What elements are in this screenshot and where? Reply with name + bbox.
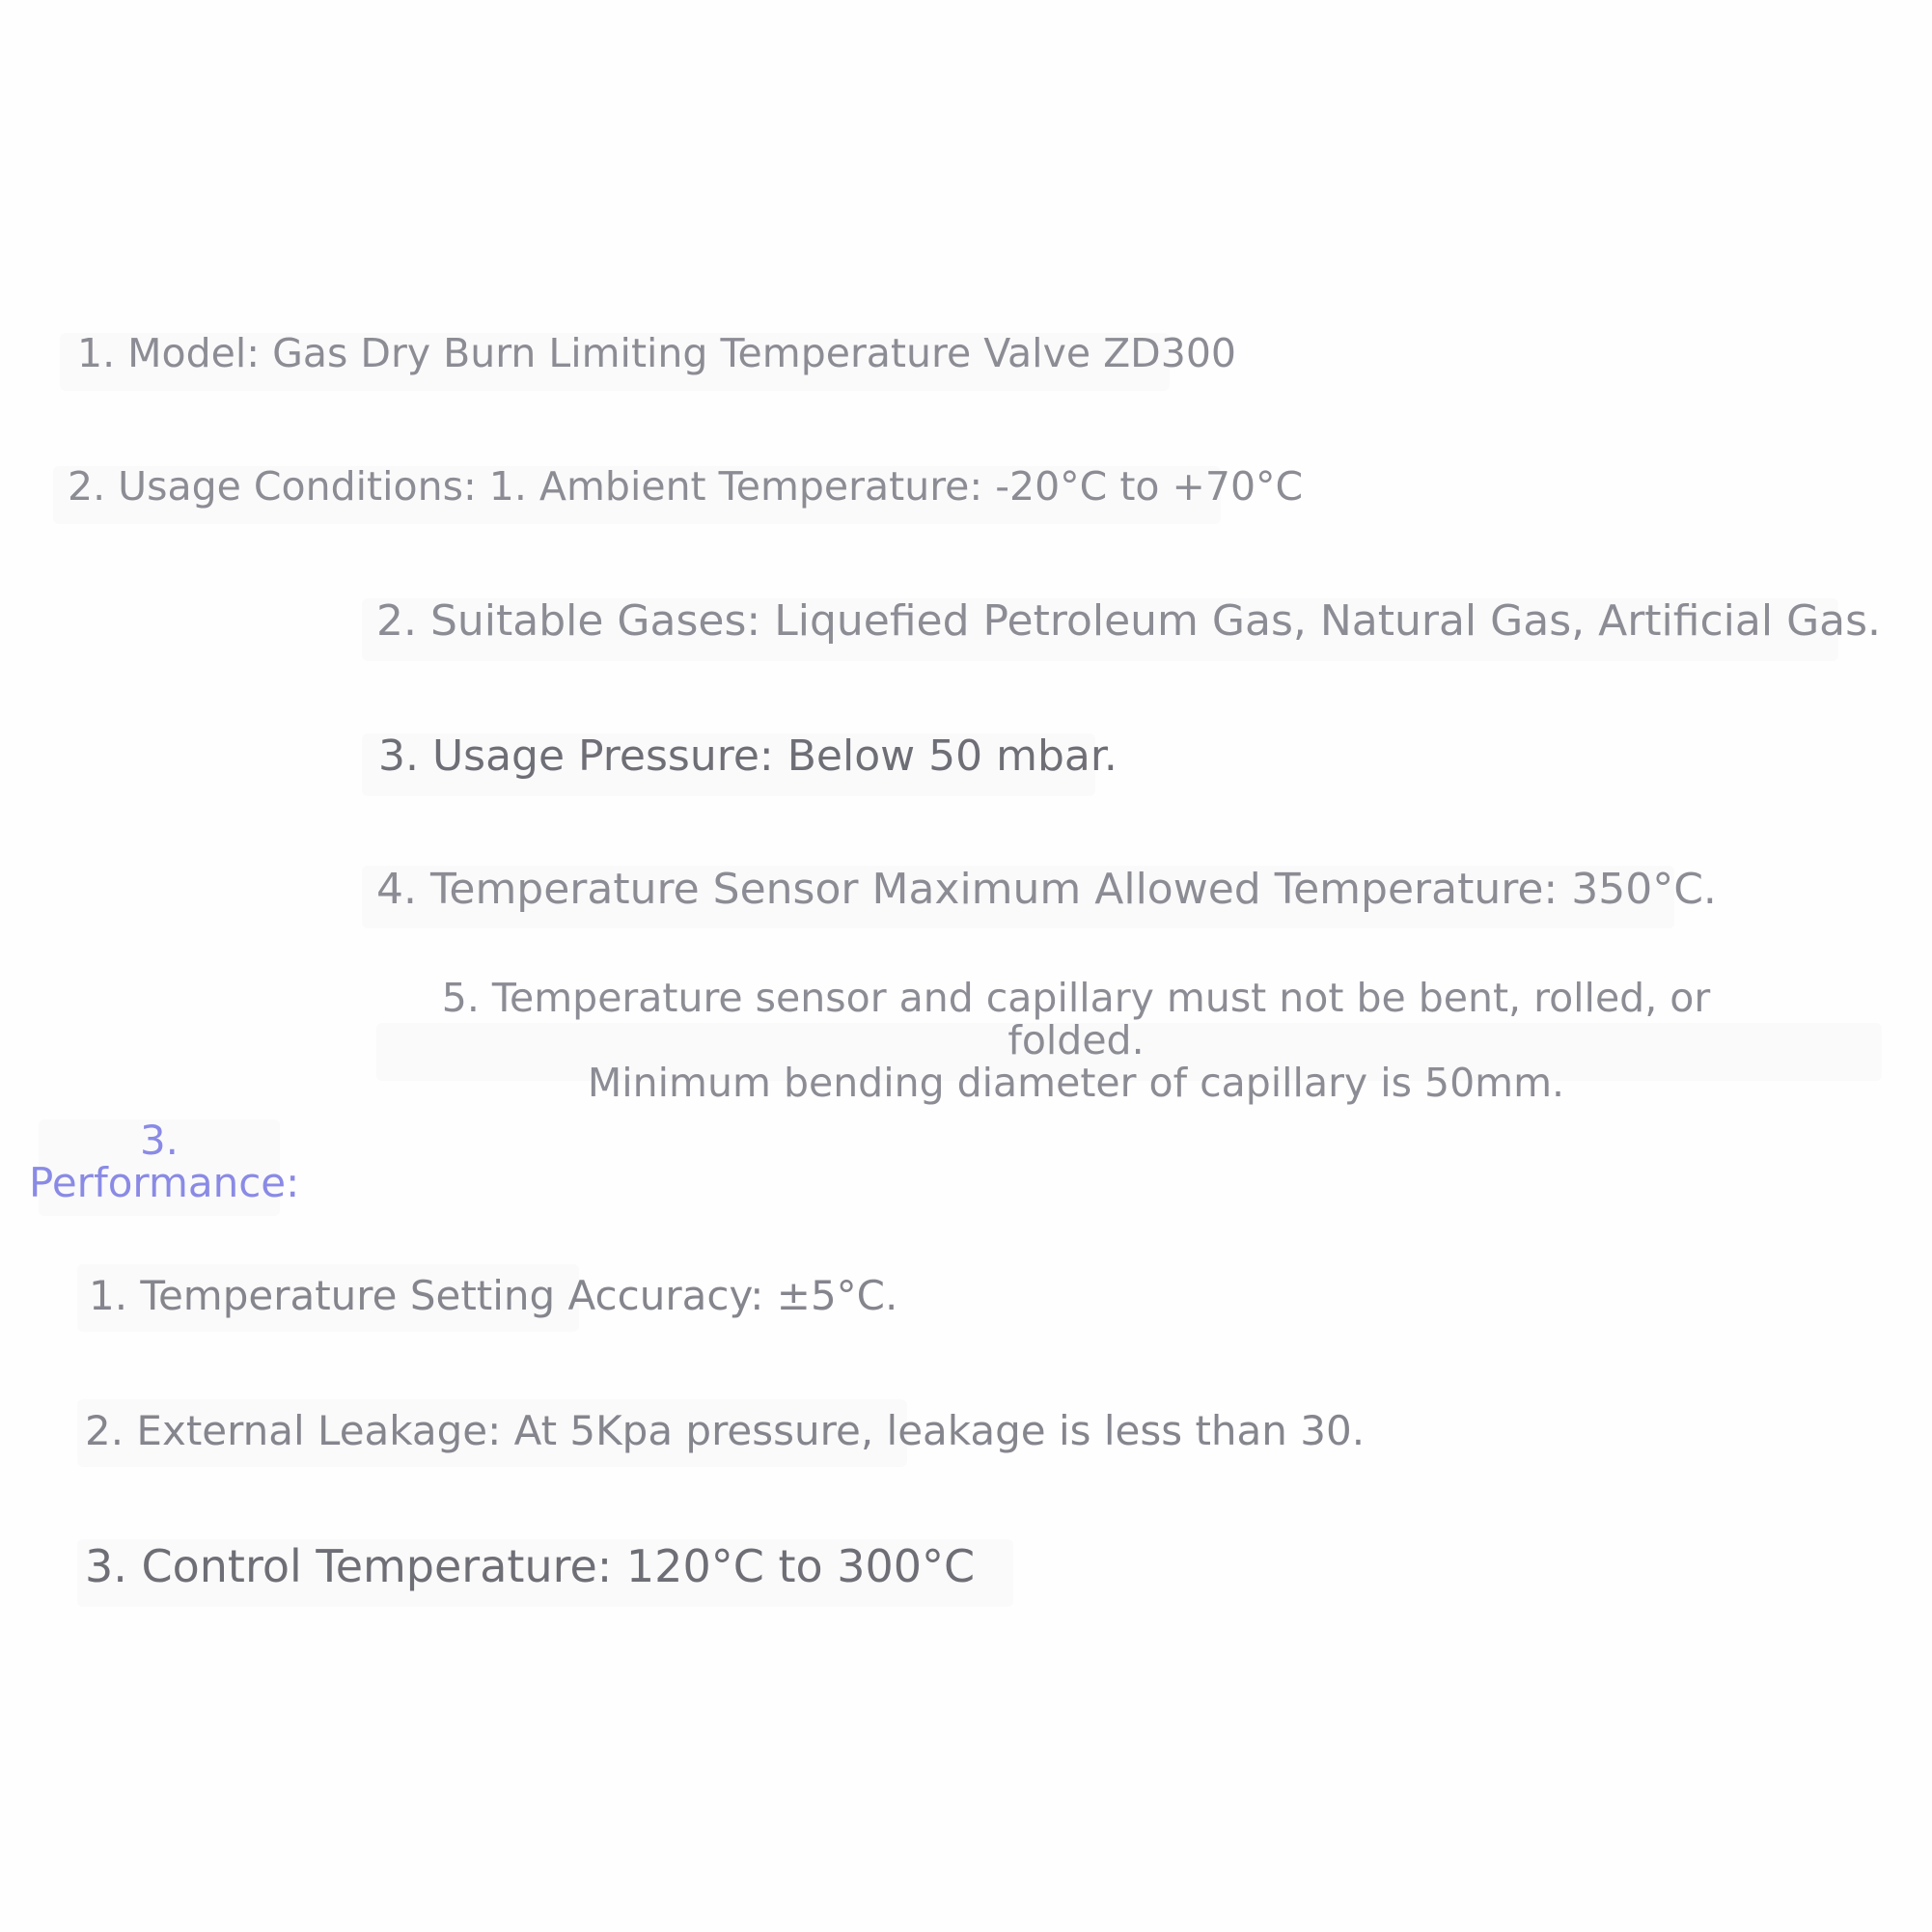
sensor-max-temp-line: 4. Temperature Sensor Maximum Allowed Temperature: 350°C. (376, 865, 1717, 914)
control-temp-line: 3. Control Temperature: 120°C to 300°C (85, 1540, 976, 1592)
performance-heading-label: Performance: (29, 1159, 300, 1206)
capillary-line-2: Minimum bending diameter of capillary is 50mm. (587, 1060, 1565, 1106)
usage-pressure-line: 3. Usage Pressure: Below 50 mbar. (378, 731, 1118, 781)
performance-heading-number: 3. (139, 1117, 179, 1164)
performance-heading (29, 1117, 300, 1206)
suitable-gases-line: 2. Suitable Gases: Liquefied Petroleum Gas, Natural Gas, Artificial Gas. (376, 596, 1882, 646)
capillary-line-1: 5. Temperature sensor and capillary must not be bent, rolled, or folded. (441, 975, 1711, 1063)
model-line: 1. Model: Gas Dry Burn Limiting Temperature Valve ZD300 (77, 330, 1237, 376)
accuracy-line: 1. Temperature Setting Accuracy: ±5°C. (89, 1272, 898, 1319)
leakage-line: 2. External Leakage: At 5Kpa pressure, leakage is less than 30. (85, 1407, 1366, 1454)
usage-conditions-line: 2. Usage Conditions: 1. Ambient Temperature: -20°C to +70°C (68, 463, 1304, 510)
capillary-note (381, 977, 1771, 1104)
